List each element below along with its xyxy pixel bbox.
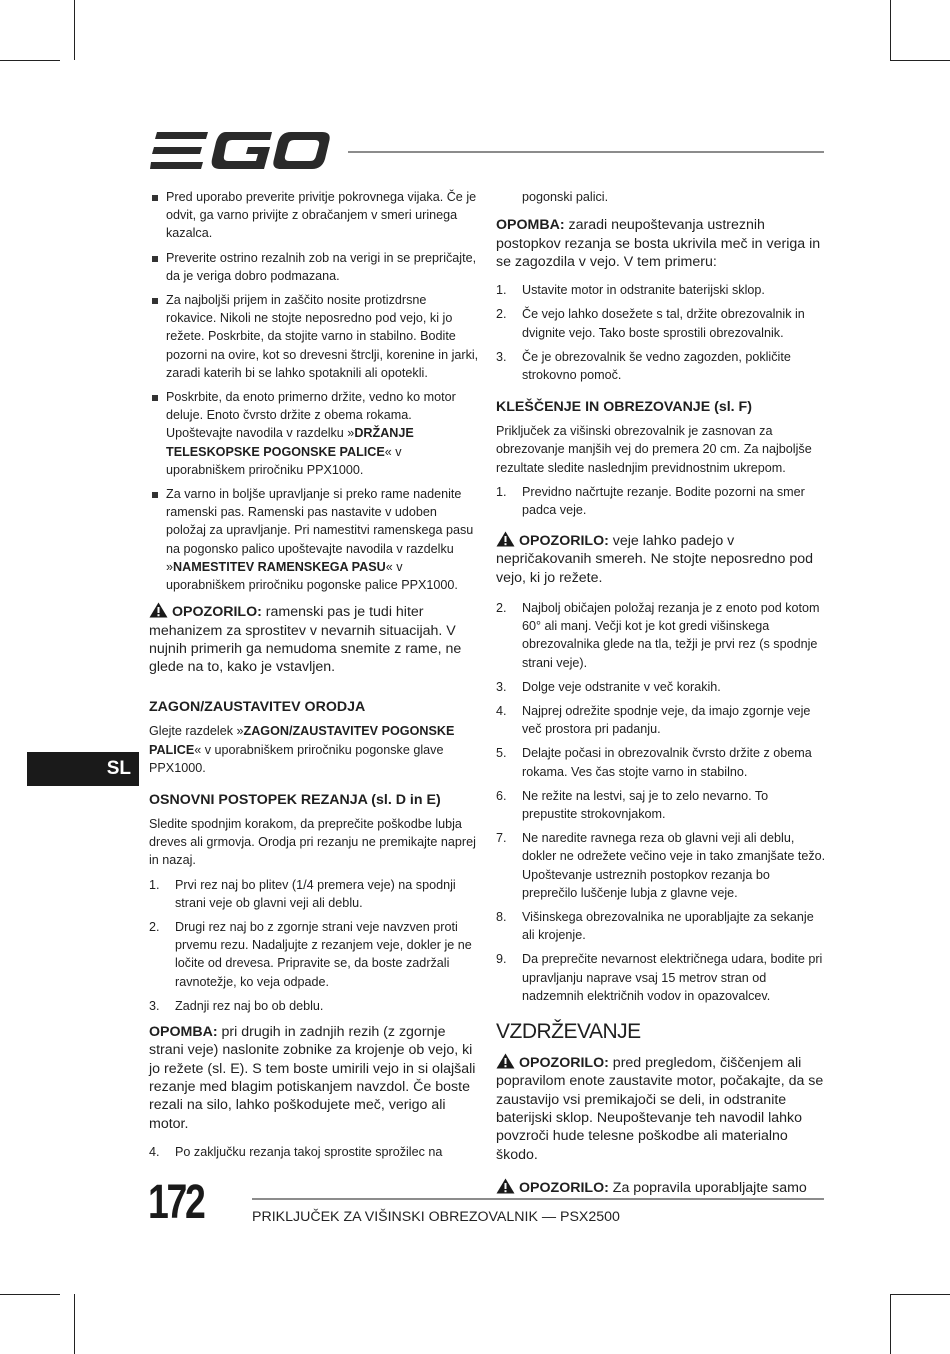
text-run: « v uporabniškem priročniku pogonske palice PPX1000. (166, 559, 458, 593)
list-item-text: Ustavite motor in odstranite baterijski sklop. (522, 283, 765, 298)
jam-steps (496, 281, 826, 384)
warning-label: OPOZORILO: (519, 1055, 609, 1072)
bullet-item (149, 388, 479, 479)
bullet-square-icon (152, 256, 158, 262)
ego-logo (150, 132, 330, 170)
list-item-text: Da preprečite nevarnost električnega udara, bodite pri upravljanju naprave vsaj 15 metrov stran od nadzemnih električnih vodov in opazovalcev. (522, 952, 823, 1003)
bullet-square-icon (152, 195, 158, 201)
cutting-steps (149, 876, 479, 1015)
list-item-text: Zadnji rez naj bo ob deblu. (175, 998, 324, 1013)
footer-rule (252, 1198, 824, 1200)
list-item (496, 305, 826, 341)
bullet-item (149, 188, 479, 243)
section-heading-basic-cutting: OSNOVNI POSTOPEK REZANJA (sl. D in E) (149, 792, 441, 809)
list-item-number: 1. (496, 484, 507, 499)
bullet-item (149, 249, 479, 285)
list-item-text: Ne naredite ravnega reza ob glavni veji ali deblu, dokler ne odrežete večino veje in tako zmanjšate težo. Upoštevanje ustreznih postopkov rezanja bo preprečilo luščenje lubja z glavne veje. (522, 831, 826, 900)
pruning-intro: Priključek za višinski obrezovalnik je zasnovan za obrezovanje manjših vej do premera 20 cm. Za najboljše rezultate sledite naslednjim previdnostnim ukrepom. (496, 424, 812, 475)
crop-mark (890, 60, 950, 61)
text-run: Poskrbite, da enoto primerno držite, vedno ko motor deluje. Enoto čvrsto držite z obema rokama. Upoštevajte navodila v razdelku » (166, 390, 456, 441)
emphasis-text: NAMESTITEV RAMENSKEGA PASU (173, 559, 386, 574)
warning-icon (496, 1053, 515, 1069)
note-text: pri drugih in zadnjih rezih (z zgornje strani veje) naslonite zobnike za krojenje ob vejo, ki jo režete (sl. E). S tem boste umirili vejo in si olajšali rezanje med blagim potiskanjem navzdol. Če boste rezali na silo, lahko poškodujete meč, verigo ali motor. (149, 1024, 476, 1132)
text-run: Glejte razdelek » (149, 724, 244, 739)
section-heading-maintenance: VZDRŽEVANJE (496, 1020, 641, 1044)
start-stop-paragraph (149, 722, 479, 777)
warning-text: pred pregledom, čiščenjem ali popravilom enote zaustavite motor, počakajte, da se zaustavijo vsi premikajoči se deli, in odstranite baterijski sklop. Neupoštevanje teh navodil lahko povzroči hude telesne poškodbe ali materialno škodo. (496, 1055, 824, 1163)
warning-label: OPOZORILO: (519, 1179, 609, 1196)
footer-title: PRIKLJUČEK ZA VIŠINSKI OBREZOVALNIK — PSX2500 (252, 1209, 620, 1225)
list-item-text: Delajte počasi in obrezovalnik čvrsto držite z obema rokama. Ves čas stojte varno in stabilno. (522, 746, 812, 779)
list-item-number: 1. (496, 283, 507, 298)
list-item (149, 997, 479, 1015)
emphasis-text: DRŽANJE TELESKOPSKE POGONSKE PALICE (166, 426, 414, 459)
list-item-text: Previdno načrtujte rezanje. Bodite pozorni na smer padca veje. (522, 484, 805, 517)
language-label: SL (106, 758, 131, 779)
crop-mark (74, 1294, 75, 1354)
list-item-text: Dolge veje odstranite v več korakih. (522, 679, 721, 694)
warning-icon (149, 602, 168, 618)
list-item-number: 7. (496, 831, 507, 846)
list-item (149, 876, 479, 912)
text-run: « v uporabniškem priročniku pogonske glave PPX1000. (149, 742, 444, 775)
list-item (496, 829, 826, 902)
list-item-number: 2. (496, 307, 507, 322)
list-item (149, 918, 479, 991)
list-item-number: 1. (149, 877, 160, 892)
note-label: OPOMBA: (496, 217, 565, 234)
warning-icon (496, 1178, 515, 1194)
bullet-item (149, 485, 479, 594)
list-item-text: Če vejo lahko dosežete s tal, držite obrezovalnik in dvignite vejo. Tako boste sprostili obrezovalnik. (522, 307, 805, 340)
left-column (149, 188, 479, 1167)
list-item-number: 2. (496, 601, 507, 616)
list-item-text: Najbolj običajen položaj rezanja je z enoto pod kotom 60° ali manj. Večji kot je kot gredi višinskega obrezovalnika glede na tla, težji je prvi rez (s spodnje strani veje). (522, 601, 820, 670)
list-item (496, 744, 826, 780)
list-item (496, 348, 826, 384)
bullet-square-icon (152, 395, 158, 401)
list-item-number: 4. (496, 704, 507, 719)
list-item (496, 678, 826, 696)
list-item (496, 908, 826, 944)
emphasis-text: ZAGON/ZAUSTAVITEV POGONSKE PALICE (149, 724, 455, 757)
crop-mark (0, 1294, 60, 1295)
warning-text: Za popravila uporabljajte samo (608, 1179, 807, 1196)
bullet-square-icon (152, 298, 158, 304)
list-item-text: Drugi rez naj bo z zgornje strani veje navzven proti prvemu rezu. Nadaljujte z rezanjem veje, dokler je ne ločite od drevesa. Pripravite se, da boste zadržali ravnotežje, ko veja odpade. (175, 920, 472, 989)
note-paragraph (496, 216, 826, 271)
bullet-list (149, 188, 479, 594)
list-item-text: Prvi rez naj bo plitev (1/4 premera veje) na spodnji strani veje ob glavni veji ali deblu. (175, 877, 456, 910)
crop-mark (74, 0, 75, 60)
bullet-square-icon (152, 492, 158, 498)
pruning-steps (496, 599, 826, 1005)
warning-icon (496, 531, 515, 547)
list-item-text: Po zaključku rezanja takoj sprostite sprožilec na (175, 1144, 443, 1159)
list-item (149, 1143, 479, 1161)
text-run: Za najboljši prijem in zaščito nosite protizdrsne rokavice. Nikoli ne stojte neposredno pod vejo, ki jo režete. Poskrbite, da stojite varno in stabilno. Bodite pozorni na ovire, kot so drevesni štrclji, korenine in jarki, zaradi katerih bi se lahko spotaknili ali opotekli. (166, 293, 479, 380)
list-item-text: Ne režite na lestvi, saj je to zelo nevarno. To prepustite strokovnjakom. (522, 788, 769, 822)
list-item (496, 787, 826, 823)
note-label: OPOMBA: (149, 1024, 218, 1041)
text-run: « v uporabniškem priročniku PPX1000. (166, 444, 402, 477)
text-run: Preverite ostrino rezalnih zob na verigi in se prepričajte, da je veriga dobro podmazana. (166, 250, 477, 283)
list-item-number: 2. (149, 920, 160, 935)
list-item-text: Najprej odrežite spodnje veje, da imajo zgornje veje več prostora pri padanju. (522, 704, 811, 737)
language-tab (27, 752, 139, 786)
page-number: 172 (148, 1176, 204, 1229)
warning-text: veje lahko padejo v nepričakovanih smereh. Ne stojte neposredno pod vejo, ki jo režete. (496, 533, 814, 586)
list-item-number: 3. (496, 349, 507, 364)
list-item (496, 281, 826, 299)
list-item-number: 4. (149, 1144, 160, 1159)
note-paragraph (149, 1023, 479, 1133)
crop-mark (890, 1294, 891, 1354)
warning-label: OPOZORILO: (172, 604, 262, 621)
warning-label: OPOZORILO: (519, 533, 609, 550)
text-run: Pred uporabo preverite privitje pokrovnega vijaka. Če je odvit, ga varno privijte z obračanjem v smeri urinega kazalca. (166, 190, 477, 241)
right-column (496, 188, 826, 1203)
basic-cutting-intro: Sledite spodnjim korakom, da preprečite poškodbe lubja dreves ali grmovja. Orodja pri rezanju ne premikajte naprej in nazaj. (149, 817, 476, 868)
list-item-number: 3. (496, 679, 507, 694)
warning-text: ramenski pas je tudi hiter mehanizem za sprostitev v nevarnih situacijah. V nujnih primerih ga nemudoma snemite z rame, ne glede na to, kako je vstavljen. (149, 604, 462, 676)
list-item-number: 9. (496, 952, 507, 967)
warning-falling-branches (496, 531, 826, 587)
text-run: Za varno in boljše upravljanje si preko rame nadenite ramenski pas. Ramenski pas nastavite v udoben položaj za upravljanje. Pri namestitvi ramenskega pasu na pogonsko palico upoštevajte navodila v razdelku » (166, 487, 474, 574)
list-item (496, 483, 826, 519)
list-item-number: 3. (149, 998, 160, 1013)
crop-mark (890, 1294, 950, 1295)
list-item-text: Če je obrezovalnik še vedno zagozden, pokličite strokovno pomoč. (522, 349, 791, 382)
list-item-number: 5. (496, 746, 507, 761)
list-item-number: 6. (496, 788, 507, 803)
list-item-continuation: pogonski palici. (522, 190, 609, 204)
list-item (496, 599, 826, 672)
note-text: zaradi neupoštevanja ustreznih postopkov rezanja se bosta ukrivila meč in veriga in se zagozdila v vejo. V tem primeru: (496, 217, 821, 270)
warning-shoulder-strap (149, 602, 479, 676)
crop-mark (0, 60, 60, 61)
section-heading-start-stop: ZAGON/ZAUSTAVITEV ORODJA (149, 699, 366, 716)
list-item (496, 702, 826, 738)
warning-repairs (496, 1178, 826, 1197)
crop-mark (890, 0, 891, 60)
list-item-number: 8. (496, 910, 507, 925)
header-rule (348, 151, 824, 153)
list-item (496, 950, 826, 1005)
bullet-item (149, 291, 479, 382)
warning-maintenance (496, 1053, 826, 1164)
section-heading-pruning: KLEŠČENJE IN OBREZOVANJE (sl. F) (496, 399, 752, 416)
list-item-text: Višinskega obrezovalnika ne uporabljajte za sekanje ali krojenje. (522, 910, 814, 943)
